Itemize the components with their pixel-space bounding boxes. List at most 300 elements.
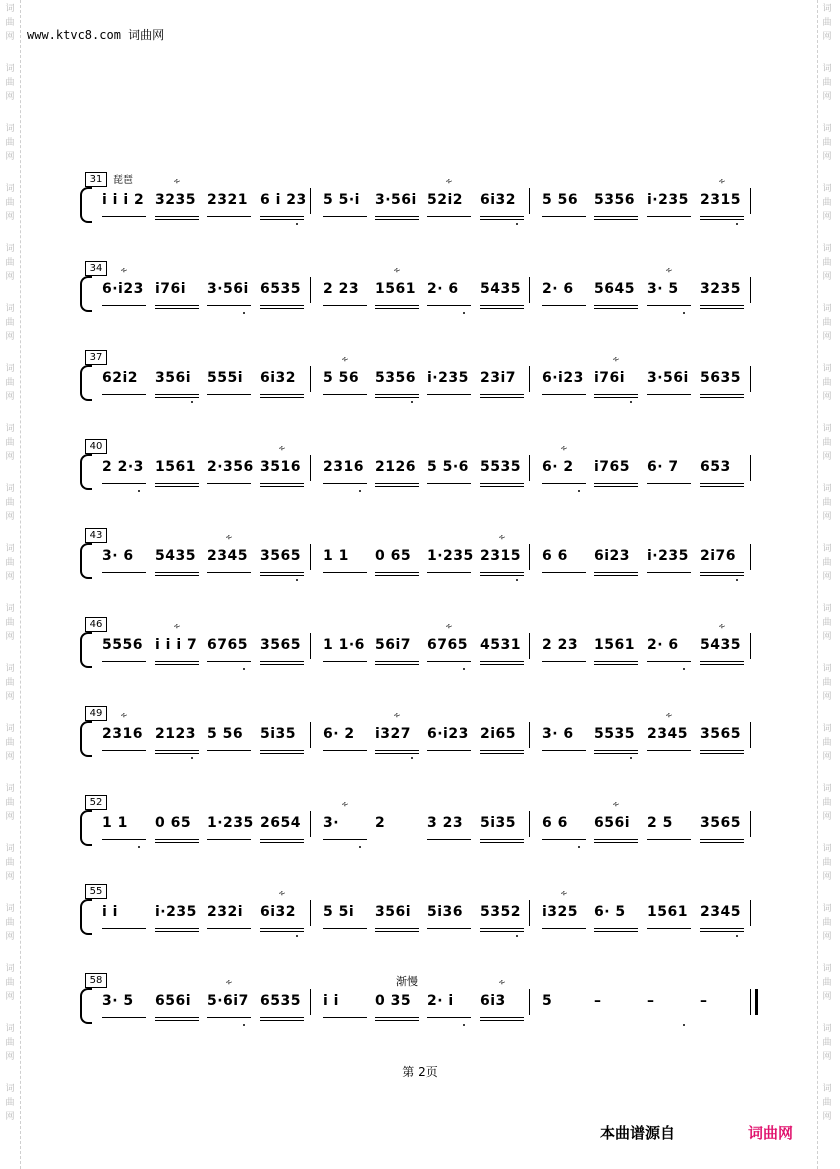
score-system [80, 884, 760, 954]
beam-underline-double [375, 486, 419, 487]
note-group: 5435 [480, 281, 521, 297]
barline [310, 722, 311, 748]
beam-underline [260, 305, 304, 306]
beam-underline-double [594, 308, 638, 309]
watermark-char: 词 [5, 244, 15, 254]
system-brace [80, 988, 92, 1024]
barline [750, 722, 751, 748]
beam-underline-double [260, 397, 304, 398]
beam-underline-double [260, 753, 304, 754]
note-group: 5 5·6 [427, 459, 469, 475]
beam-underline [647, 572, 691, 573]
ornament-mark: ∻ [120, 711, 128, 721]
low-octave-dot [296, 223, 298, 225]
beam-underline-double [155, 486, 199, 487]
beam-underline [102, 928, 146, 929]
barline [310, 811, 311, 837]
watermark-char: 曲 [5, 378, 15, 388]
beam-underline [102, 1017, 146, 1018]
ornament-mark: ∻ [278, 444, 286, 454]
watermark-char: 词 [5, 844, 15, 854]
watermark-char: 曲 [822, 558, 832, 568]
barline [529, 366, 530, 392]
ornament-mark: ∻ [560, 889, 568, 899]
barline [529, 811, 530, 837]
beam-underline-double [700, 397, 744, 398]
watermark-char: 网 [822, 932, 832, 942]
watermark-char: 曲 [5, 1098, 15, 1108]
beam-underline [323, 661, 367, 662]
beam-underline-double [700, 664, 744, 665]
beam-underline [700, 661, 744, 662]
beam-underline-double [480, 486, 524, 487]
watermark-char: 网 [5, 32, 15, 42]
beam-underline [647, 928, 691, 929]
note-group: 5556 [102, 637, 143, 653]
watermark-char: 网 [822, 632, 832, 642]
ornament-mark: ∻ [612, 355, 620, 365]
beam-underline-double [155, 1020, 199, 1021]
beam-underline [594, 394, 638, 395]
system-brace [80, 899, 92, 935]
beam-underline-double [155, 664, 199, 665]
ornament-mark: ∻ [445, 177, 453, 187]
note-group: i76i [594, 370, 626, 386]
beam-underline-double [700, 842, 744, 843]
watermark-char: 曲 [822, 678, 832, 688]
beam-underline [542, 750, 586, 751]
beam-underline-double [700, 931, 744, 932]
watermark-char: 曲 [822, 18, 832, 28]
watermark-char: 词 [822, 664, 832, 674]
note-group: 1 1 [323, 548, 349, 564]
beam-underline [102, 750, 146, 751]
note-group: 3516 [260, 459, 301, 475]
beam-underline [260, 839, 304, 840]
measure-number: 55 [85, 884, 107, 899]
tempo-marking: 渐慢 [396, 975, 418, 988]
page-number: 第 2页 [402, 1065, 438, 1079]
note-group: 5 5·i [323, 192, 360, 208]
score-system [80, 172, 760, 242]
watermark-char: 曲 [5, 558, 15, 568]
note-group: 3· 5 [647, 281, 679, 297]
barline [310, 633, 311, 659]
beam-underline [700, 305, 744, 306]
note-group: 2 23 [323, 281, 360, 297]
measure-number: 37 [85, 350, 107, 365]
watermark-char: 曲 [5, 978, 15, 988]
note-group: 5i35 [480, 815, 517, 831]
score-system [80, 261, 760, 331]
watermark-char: 曲 [822, 858, 832, 868]
beam-underline-double [700, 575, 744, 576]
watermark-char: 曲 [5, 798, 15, 808]
watermark-char: 曲 [822, 918, 832, 928]
right-margin-line [817, 0, 818, 1169]
note-group: 1 1 [102, 815, 128, 831]
watermark-char: 网 [5, 872, 15, 882]
note-group: 2316 [323, 459, 364, 475]
beam-underline [155, 928, 199, 929]
note-group: 1561 [647, 904, 688, 920]
system-brace [80, 365, 92, 401]
ornament-mark: ∻ [225, 533, 233, 543]
watermark-char: 词 [822, 64, 832, 74]
watermark-char: 网 [5, 692, 15, 702]
beam-underline [102, 305, 146, 306]
watermark-char: 词 [822, 544, 832, 554]
note-group: 3·56i [207, 281, 249, 297]
beam-underline-double [375, 931, 419, 932]
note-group: 2315 [480, 548, 521, 564]
watermark-char: 网 [822, 812, 832, 822]
watermark-char: 词 [822, 964, 832, 974]
barline [750, 366, 751, 392]
beam-underline-double [594, 664, 638, 665]
low-octave-dot [630, 401, 632, 403]
beam-underline-double [594, 931, 638, 932]
note-group: 5435 [155, 548, 196, 564]
watermark-char: 词 [822, 784, 832, 794]
beam-underline [207, 305, 251, 306]
watermark-char: 曲 [5, 678, 15, 688]
measure-number: 46 [85, 617, 107, 632]
note-group: 6765 [207, 637, 248, 653]
note-group: i·235 [647, 192, 689, 208]
beam-underline-double [700, 753, 744, 754]
watermark-char: 网 [5, 512, 15, 522]
ornament-mark: ∻ [341, 355, 349, 365]
beam-underline [480, 483, 524, 484]
beam-underline [375, 394, 419, 395]
beam-underline-double [155, 219, 199, 220]
beam-underline-double [260, 842, 304, 843]
beam-underline [207, 750, 251, 751]
note-group: 2345 [647, 726, 688, 742]
note-group: 6535 [260, 993, 301, 1009]
beam-underline [594, 572, 638, 573]
watermark-char: 曲 [5, 138, 15, 148]
system-brace [80, 632, 92, 668]
watermark-char: 网 [5, 1052, 15, 1062]
beam-underline-double [594, 219, 638, 220]
watermark-char: 网 [822, 212, 832, 222]
watermark-char: 曲 [822, 618, 832, 628]
source-label: 本曲谱源自 [600, 1124, 676, 1142]
barline [750, 544, 751, 570]
measure-number: 34 [85, 261, 107, 276]
beam-underline-double [260, 219, 304, 220]
note-group: 356i [155, 370, 192, 386]
beam-underline [594, 305, 638, 306]
ornament-mark: ∻ [560, 444, 568, 454]
beam-underline-double [594, 842, 638, 843]
ornament-mark: ∻ [393, 711, 401, 721]
ornament-mark: ∻ [718, 622, 726, 632]
beam-underline [480, 572, 524, 573]
note-group: 5 [542, 993, 553, 1009]
ornament-mark: ∻ [341, 800, 349, 810]
beam-underline [102, 394, 146, 395]
note-group: i·235 [427, 370, 469, 386]
low-octave-dot [138, 846, 140, 848]
barline [529, 455, 530, 481]
measure-number: 58 [85, 973, 107, 988]
ornament-mark: ∻ [225, 978, 233, 988]
ornament-mark: ∻ [612, 800, 620, 810]
beam-underline-double [375, 308, 419, 309]
beam-underline-double [260, 664, 304, 665]
beam-underline [155, 839, 199, 840]
beam-underline [102, 839, 146, 840]
beam-underline-double [480, 575, 524, 576]
ornament-mark: ∻ [393, 266, 401, 276]
watermark-char: 网 [5, 1112, 15, 1122]
measure-number: 49 [85, 706, 107, 721]
beam-underline [207, 483, 251, 484]
note-group: 5 56 [207, 726, 244, 742]
note-group: 6i23 [594, 548, 631, 564]
beam-underline-double [375, 753, 419, 754]
watermark-char: 词 [822, 244, 832, 254]
note-group: i i [102, 904, 118, 920]
barline [310, 544, 311, 570]
watermark-char: 词 [822, 904, 832, 914]
note-group: i325 [542, 904, 579, 920]
brand-logo-text[interactable]: 词曲网 [748, 1124, 794, 1142]
beam-underline [155, 394, 199, 395]
low-octave-dot [359, 490, 361, 492]
beam-underline [647, 839, 691, 840]
low-octave-dot [516, 935, 518, 937]
note-group: 6i32 [480, 192, 517, 208]
watermark-char: 曲 [5, 1038, 15, 1048]
beam-underline-double [594, 397, 638, 398]
left-watermark-column [3, 0, 17, 1169]
watermark-char: 网 [5, 632, 15, 642]
note-group: 2345 [207, 548, 248, 564]
note-group: 3· [323, 815, 340, 831]
watermark-char: 词 [822, 724, 832, 734]
barline [529, 900, 530, 926]
watermark-char: 词 [822, 604, 832, 614]
note-group: 3·56i [647, 370, 689, 386]
beam-underline-double [480, 753, 524, 754]
beam-underline [375, 216, 419, 217]
watermark-char: 词 [5, 184, 15, 194]
beam-underline-double [260, 931, 304, 932]
note-group: 5352 [480, 904, 521, 920]
watermark-char: 词 [822, 124, 832, 134]
watermark-char: 网 [822, 572, 832, 582]
beam-underline [323, 750, 367, 751]
watermark-char: 网 [822, 152, 832, 162]
instrument-label: 琵琶 [113, 175, 133, 186]
watermark-char: 网 [5, 452, 15, 462]
watermark-char: 词 [822, 1084, 832, 1094]
barline [529, 277, 530, 303]
beam-underline-double [594, 753, 638, 754]
watermark-char: 词 [5, 544, 15, 554]
note-group: 0 35 [375, 993, 412, 1009]
beam-underline-double [480, 931, 524, 932]
watermark-char: 词 [5, 724, 15, 734]
beam-underline [700, 572, 744, 573]
watermark-char: 词 [5, 904, 15, 914]
low-octave-dot [736, 935, 738, 937]
low-octave-dot [463, 668, 465, 670]
note-group: 52i2 [427, 192, 464, 208]
watermark-char: 网 [5, 572, 15, 582]
note-group: 2· 6 [647, 637, 679, 653]
note-group: 3565 [700, 726, 741, 742]
beam-underline [700, 928, 744, 929]
beam-underline [480, 839, 524, 840]
beam-underline [594, 750, 638, 751]
beam-underline [375, 928, 419, 929]
site-url-header[interactable]: www.ktvc8.com 词曲网 [27, 28, 165, 42]
low-octave-dot [683, 668, 685, 670]
low-octave-dot [683, 1024, 685, 1026]
note-group: i76i [155, 281, 187, 297]
note-group: 232i [207, 904, 244, 920]
note-group: 5 56 [542, 192, 579, 208]
ornament-mark: ∻ [665, 266, 673, 276]
barline [750, 811, 751, 837]
barline [529, 722, 530, 748]
watermark-char: 词 [5, 604, 15, 614]
watermark-char: 网 [822, 1112, 832, 1122]
note-group: 6535 [260, 281, 301, 297]
note-group: 3· 6 [102, 548, 134, 564]
system-brace [80, 721, 92, 757]
beam-underline-double [260, 575, 304, 576]
watermark-char: 曲 [5, 78, 15, 88]
score-system [80, 439, 760, 509]
beam-underline [427, 1017, 471, 1018]
beam-underline [375, 661, 419, 662]
beam-underline [375, 1017, 419, 1018]
beam-underline [542, 216, 586, 217]
beam-underline [102, 572, 146, 573]
low-octave-dot [516, 223, 518, 225]
beam-underline-double [260, 1020, 304, 1021]
beam-underline [155, 661, 199, 662]
beam-underline [594, 839, 638, 840]
beam-underline-double [155, 397, 199, 398]
low-octave-dot [359, 846, 361, 848]
note-group: 6· 2 [323, 726, 355, 742]
watermark-char: 曲 [5, 858, 15, 868]
watermark-char: 曲 [822, 1098, 832, 1108]
watermark-char: 网 [5, 272, 15, 282]
note-group: 4531 [480, 637, 521, 653]
note-group: 2·356 [207, 459, 254, 475]
note-group: 2126 [375, 459, 416, 475]
watermark-char: 网 [822, 332, 832, 342]
note-group: i i i 7 [155, 637, 198, 653]
beam-underline [323, 305, 367, 306]
note-group: 6· 5 [594, 904, 626, 920]
beam-underline [207, 661, 251, 662]
beam-underline [647, 661, 691, 662]
beam-underline [427, 483, 471, 484]
watermark-char: 词 [822, 1024, 832, 1034]
beam-underline-double [594, 575, 638, 576]
watermark-char: 网 [5, 92, 15, 102]
note-group: 2 2·3 [102, 459, 144, 475]
low-octave-dot [578, 490, 580, 492]
note-group: 6i3 [480, 993, 506, 1009]
beam-underline [647, 750, 691, 751]
beam-underline [427, 750, 471, 751]
ornament-mark: ∻ [120, 266, 128, 276]
system-brace [80, 187, 92, 223]
note-group: 356i [375, 904, 412, 920]
watermark-char: 曲 [822, 1038, 832, 1048]
watermark-char: 词 [5, 484, 15, 494]
note-group: 2· 6 [427, 281, 459, 297]
beam-underline [102, 661, 146, 662]
watermark-char: 曲 [5, 258, 15, 268]
beam-underline [102, 216, 146, 217]
beam-underline [480, 216, 524, 217]
beam-underline [260, 394, 304, 395]
low-octave-dot [138, 490, 140, 492]
watermark-char: 曲 [5, 318, 15, 328]
note-group: 6i32 [260, 370, 297, 386]
low-octave-dot [683, 312, 685, 314]
system-brace [80, 810, 92, 846]
note-group: 2 23 [542, 637, 579, 653]
beam-underline-double [260, 308, 304, 309]
note-group: 6 6 [542, 548, 568, 564]
beam-underline-double [700, 486, 744, 487]
note-group: 5535 [594, 726, 635, 742]
note-group: 6765 [427, 637, 468, 653]
beam-underline-double [700, 219, 744, 220]
note-group: 56i7 [375, 637, 412, 653]
note-group: 2i65 [480, 726, 517, 742]
score-system [80, 795, 760, 865]
ornament-mark: ∻ [665, 711, 673, 721]
beam-underline [207, 928, 251, 929]
low-octave-dot [516, 579, 518, 581]
beam-underline [155, 216, 199, 217]
note-group: 656i [594, 815, 631, 831]
beam-underline-double [375, 575, 419, 576]
note-group: 653 [700, 459, 731, 475]
watermark-char: 曲 [822, 198, 832, 208]
watermark-char: 网 [822, 512, 832, 522]
barline [310, 900, 311, 926]
note-group: 3· 5 [102, 993, 134, 1009]
beam-underline [594, 928, 638, 929]
ornament-mark: ∻ [445, 622, 453, 632]
low-octave-dot [463, 1024, 465, 1026]
final-barline [750, 989, 758, 1015]
beam-underline-double [480, 219, 524, 220]
measure-number: 31 [85, 172, 107, 187]
barline [529, 633, 530, 659]
ornament-mark: ∻ [173, 622, 181, 632]
beam-underline [480, 750, 524, 751]
watermark-char: 词 [822, 424, 832, 434]
beam-underline [260, 216, 304, 217]
beam-underline-double [375, 219, 419, 220]
beam-underline-double [155, 931, 199, 932]
